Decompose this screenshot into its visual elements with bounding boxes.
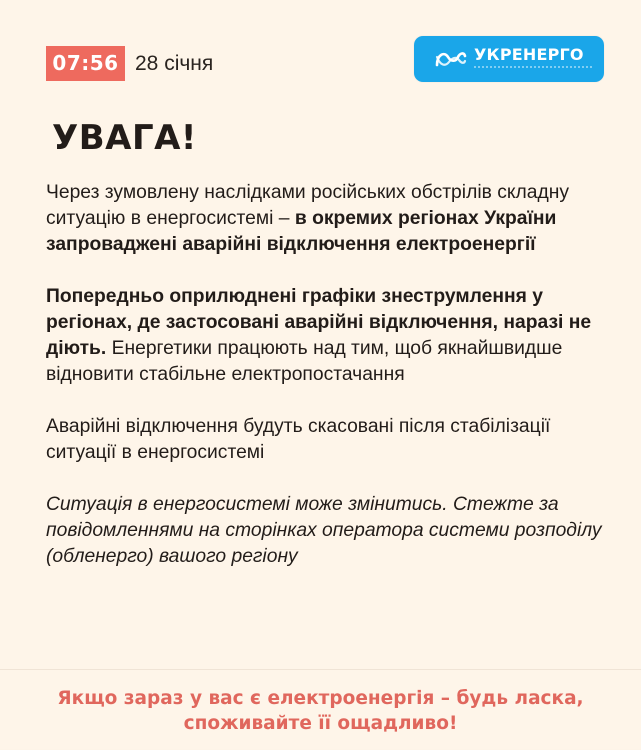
date-label: 28 січня xyxy=(135,52,214,75)
paragraph-1-bold: в окремих регіонах України запроваджені аварійні відключення електроенергії xyxy=(46,208,557,255)
time-badge: 07:56 xyxy=(46,46,125,81)
ukrenergo-logo xyxy=(414,36,604,82)
header xyxy=(46,44,606,84)
ukrenergo-logo-icon xyxy=(434,47,468,71)
paragraph-4-text: Ситуація в енергосистемі може змінитись. Стежте за повідомленнями на сторінках оператора системи розподілу (обленерго) вашого регіону xyxy=(46,494,602,567)
footer-text xyxy=(0,686,641,736)
logo-text: УКРЕНЕРГО xyxy=(474,45,584,64)
paragraph-1 xyxy=(46,180,606,258)
footer-notice xyxy=(0,669,641,750)
paragraph-3 xyxy=(46,414,606,466)
paragraph-2-bold: Попередньо оприлюднені графіки знеструмлення у регіонах, де застосовані аварійні відключення, наразі не діють. xyxy=(46,286,592,359)
paragraph-2 xyxy=(46,284,606,388)
footer-line-2: споживайте її ощадливо! xyxy=(183,713,458,734)
footer-line-1: Якщо зараз у вас є електроенергія – будь ласка, xyxy=(57,688,584,709)
page-title: УВАГА! xyxy=(52,118,197,158)
logo-tagline-line xyxy=(474,66,592,70)
paragraph-1-text: Через зумовлену наслідками російських обстрілів складну ситуацію в енергосистемі – xyxy=(46,182,570,229)
announcement-body xyxy=(46,180,606,596)
paragraph-3-text: Аварійні відключення будуть скасовані після стабілізації ситуації в енергосистемі xyxy=(46,416,551,463)
paragraph-4 xyxy=(46,492,606,570)
paragraph-2-text: Енергетики працюють над тим, щоб якнайшвидше відновити стабільне електропостачання xyxy=(46,338,563,385)
